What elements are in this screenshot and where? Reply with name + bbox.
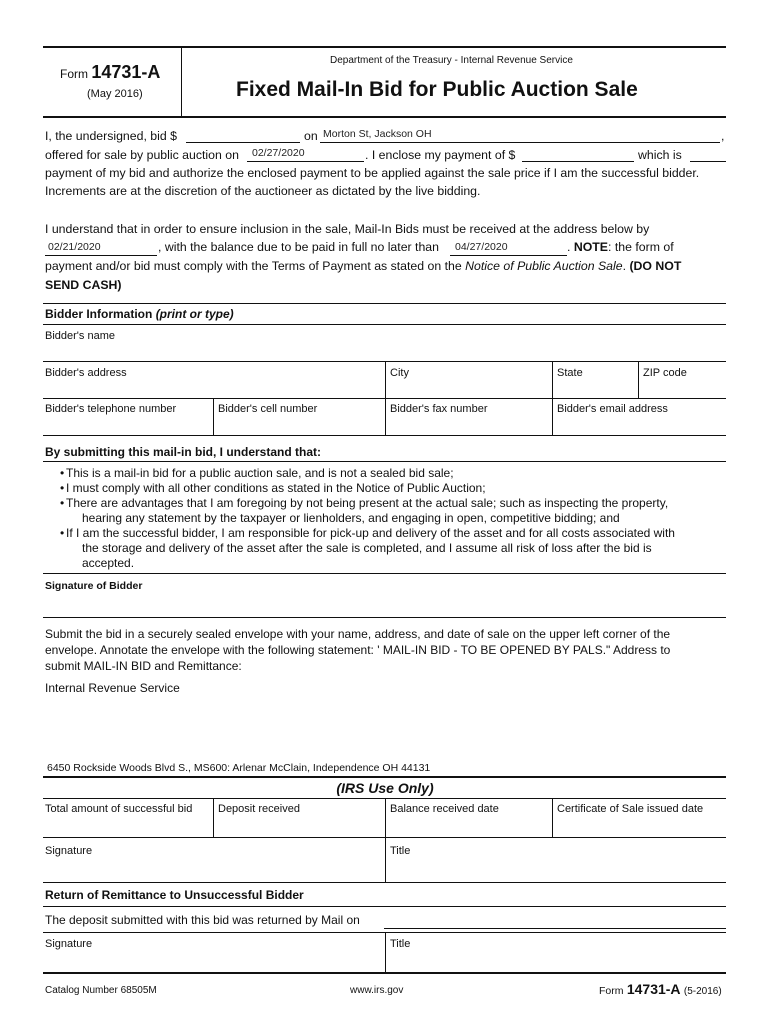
payment-field[interactable] — [522, 161, 634, 162]
zip-field[interactable]: ZIP code — [643, 367, 687, 379]
header-top-rule — [43, 46, 726, 48]
form-number: 14731-A — [91, 62, 161, 82]
header-divider — [181, 47, 182, 117]
property-value: Morton St, Jackson OH — [323, 128, 432, 140]
fax-field[interactable]: Bidder's fax number — [390, 403, 488, 415]
return-text: The deposit submitted with this bid was returned by Mail on — [45, 913, 360, 927]
balance-date-field[interactable] — [450, 255, 567, 256]
return-heading-rule — [43, 906, 726, 907]
return-row-divider — [385, 933, 386, 973]
return-title-field[interactable]: Title — [390, 938, 411, 950]
bid-amount-field[interactable] — [186, 142, 300, 143]
intro-line-2: offered for sale by public auction on — [45, 148, 239, 162]
state-field[interactable]: State — [557, 367, 583, 379]
signature-top-rule — [43, 573, 726, 574]
row3-divider-1 — [213, 399, 214, 435]
bidder-heading: Bidder Information (print or type) — [45, 307, 234, 321]
understand-heading: By submitting this mail-in bid, I understand that: — [45, 445, 321, 459]
irs-use-top-rule — [43, 776, 726, 778]
bullet-4-cont-2: accepted. — [82, 556, 135, 570]
irs-row2-rule — [43, 882, 726, 883]
bullet-3: • There are advantages that I am foregoing by not being present at the actual sale; such as inspecting the property, — [60, 496, 669, 510]
row3-divider-2 — [385, 399, 386, 435]
return-date-field[interactable] — [384, 928, 726, 929]
bidder-signature-field[interactable]: Signature of Bidder — [45, 580, 143, 592]
deadline-note: . NOTE: the form of — [567, 240, 674, 254]
understand-heading-rule — [43, 461, 726, 462]
form-id — [60, 62, 160, 83]
agency-line: Department of the Treasury - Internal Revenue Service — [330, 55, 573, 66]
catalog-number: Catalog Number 68505M — [45, 985, 157, 996]
phone-field[interactable]: Bidder's telephone number — [45, 403, 177, 415]
intro-line-3: payment of my bid and authorize the enclosed payment to be applied against the sale price if I am the successful bidder. — [45, 166, 700, 180]
row2-divider-1 — [385, 362, 386, 398]
intro-line-4: Increments are at the discretion of the auctioneer as dictated by the live bidding. — [45, 184, 481, 198]
deadline-line-3: payment and/or bid must comply with the Terms of Payment as stated on the Notice of Public Auction Sale. (DO NOT — [45, 259, 682, 273]
bidder-address-field[interactable]: Bidder's address — [45, 367, 127, 379]
intro-payment: . I enclose my payment of $ — [365, 148, 516, 162]
deposit-received-field[interactable]: Deposit received — [218, 803, 300, 815]
irs-row1-divider-3 — [552, 799, 553, 837]
deadline-balance: , with the balance due to be paid in full no later than — [158, 240, 439, 254]
bullet-4: • If I am the successful bidder, I am responsible for pick-up and delivery of the asset and for all costs associated with — [60, 526, 675, 540]
header-bottom-rule — [43, 116, 726, 118]
which-is-field[interactable] — [690, 161, 726, 162]
irs-row1-divider-2 — [385, 799, 386, 837]
intro-which: which is — [638, 148, 682, 162]
submit-line-1: Submit the bid in a securely sealed envelope with your name, address, and date of sale on the upper left corner of the — [45, 627, 671, 641]
sale-date-value: 02/27/2020 — [252, 147, 305, 159]
intro-line-1: I, the undersigned, bid $ — [45, 129, 177, 143]
total-amount-field[interactable]: Total amount of successful bid — [45, 803, 193, 815]
irs-row2-divider — [385, 838, 386, 882]
deadline-line-4: SEND CASH) — [45, 278, 122, 292]
cell-field[interactable]: Bidder's cell number — [218, 403, 318, 415]
footer-rule — [43, 972, 726, 974]
row2-divider-3 — [638, 362, 639, 398]
bullet-2: • I must comply with all other conditions as stated in the Notice of Public Auction; — [60, 481, 486, 495]
bidder-row3-rule — [43, 435, 726, 436]
property-field[interactable] — [320, 142, 720, 143]
irs-row1-divider-1 — [213, 799, 214, 837]
city-field[interactable]: City — [390, 367, 409, 379]
form-prefix: Form — [60, 67, 88, 81]
bullet-3-cont: hearing any statement by the taxpayer or lienholders, and engaging in open, competitive bidding; and — [82, 511, 620, 525]
intro-on: on — [304, 129, 318, 143]
row3-divider-3 — [552, 399, 553, 435]
submit-line-3: submit MAIL-IN BID and Remittance: — [45, 659, 242, 673]
irs-signature-field[interactable]: Signature — [45, 845, 93, 857]
deadline-line-1: I understand that in order to ensure inclusion in the sale, Mail-In Bids must be received at the address below by — [45, 222, 650, 236]
bullet-1: • This is a mail-in bid for a public auction sale, and is not a sealed bid sale; — [60, 466, 454, 480]
submit-line-2: envelope. Annotate the envelope with the following statement: ' MAIL-IN BID - TO BE OPENED BY PALS." Address to — [45, 643, 671, 657]
irs-website[interactable]: www.irs.gov — [350, 985, 404, 996]
irs-use-heading: (IRS Use Only) — [336, 780, 434, 796]
irs-title-field[interactable]: Title — [390, 845, 411, 857]
email-field[interactable]: Bidder's email address — [557, 403, 668, 415]
certificate-date-field[interactable]: Certificate of Sale issued date — [557, 803, 704, 815]
balance-received-field[interactable]: Balance received date — [390, 803, 499, 815]
bidder-top-rule — [43, 303, 726, 304]
irs-address: 6450 Rockside Woods Blvd S., MS600: Arlenar McClain, Independence OH 44131 — [47, 762, 431, 774]
balance-date-value: 04/27/2020 — [455, 241, 508, 253]
sale-date-field[interactable] — [247, 161, 364, 162]
return-heading: Return of Remittance to Unsuccessful Bidder — [45, 888, 304, 902]
form-date: (May 2016) — [87, 88, 143, 100]
bullet-4-cont-1: the storage and delivery of the asset after the sale is completed, and I assume all risk of loss after the bid is — [82, 541, 652, 555]
signature-bottom-rule — [43, 617, 726, 618]
receive-date-field[interactable] — [45, 255, 157, 256]
receive-date-value: 02/21/2020 — [48, 241, 101, 253]
bidder-heading-rule — [43, 324, 726, 325]
footer-form-id: Form 14731-A (5-2016) — [599, 981, 722, 997]
form-title: Fixed Mail-In Bid for Public Auction Sale — [236, 78, 638, 101]
intro-comma: , — [721, 129, 725, 143]
return-signature-field[interactable]: Signature — [45, 938, 93, 950]
row2-divider-2 — [552, 362, 553, 398]
bidder-name-field[interactable]: Bidder's name — [45, 330, 115, 342]
irs-name: Internal Revenue Service — [45, 681, 180, 695]
